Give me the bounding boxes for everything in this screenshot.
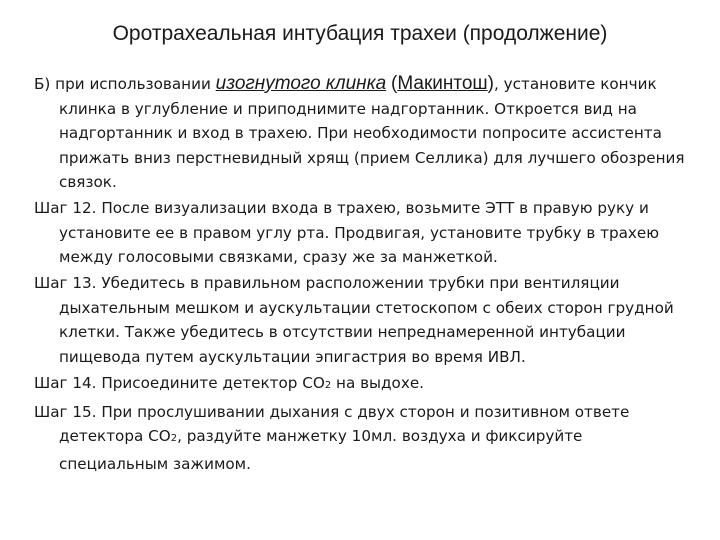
- step-15-text: Шаг 15. При прослушивании дыхания с двух сторон и позитивном ответе детектора СО: [34, 402, 630, 445]
- blade-name-emphasis: Макинтош: [397, 73, 488, 94]
- open-paren: (: [391, 73, 398, 94]
- paragraph-b-prefix: Б) при использовании: [34, 75, 216, 93]
- step-12: Шаг 12. После визуализации входа в трахею, возьмите ЭТТ в правую руку и установите ее в правом углу рта. Продвигая, установите трубку в трахею между голосовыми связками, сразу же за манжеткой.: [34, 199, 660, 266]
- paragraph-b-rest: , установите кончик клинка в углубление и приподнимите надгортанник. Откроется вид на надгортанник и вход в трахею. При необходимости попросите ассистента прижать вниз перстневидный хрящ (прием Селлика) для лучшего обозрения связок.: [59, 75, 685, 191]
- step-14-text: Шаг 14. Присоедините детектор СО: [34, 373, 325, 392]
- step-15-end: , раздуйте манжетку 10мл. воздуха и фиксируйте специальным зажимом.: [59, 427, 583, 473]
- close-paren: ): [487, 73, 494, 94]
- slide-title: Оротрахеальная интубация трахеи (продолжение): [112, 22, 608, 45]
- step-15-subscript: 2: [170, 433, 178, 444]
- step-14: [34, 371, 694, 399]
- blade-type-emphasis: изогнутого клинка: [215, 73, 387, 94]
- step-14-end: на выдохе.: [331, 373, 424, 392]
- slide-body: [34, 72, 694, 478]
- step-15: [34, 400, 694, 477]
- step-14-subscript: 2: [324, 379, 332, 391]
- paragraph-b: [34, 72, 694, 195]
- step-13: Шаг 13. Убедитесь в правильном расположении трубки при вентиляции дыхательным мешком и аускультации стетоскопом с обеих сторон грудной клетки. Также убедитесь в отсутствии непреднамеренной интубации пищевода путем аускультации эпигастрия во время ИВЛ.: [34, 274, 674, 366]
